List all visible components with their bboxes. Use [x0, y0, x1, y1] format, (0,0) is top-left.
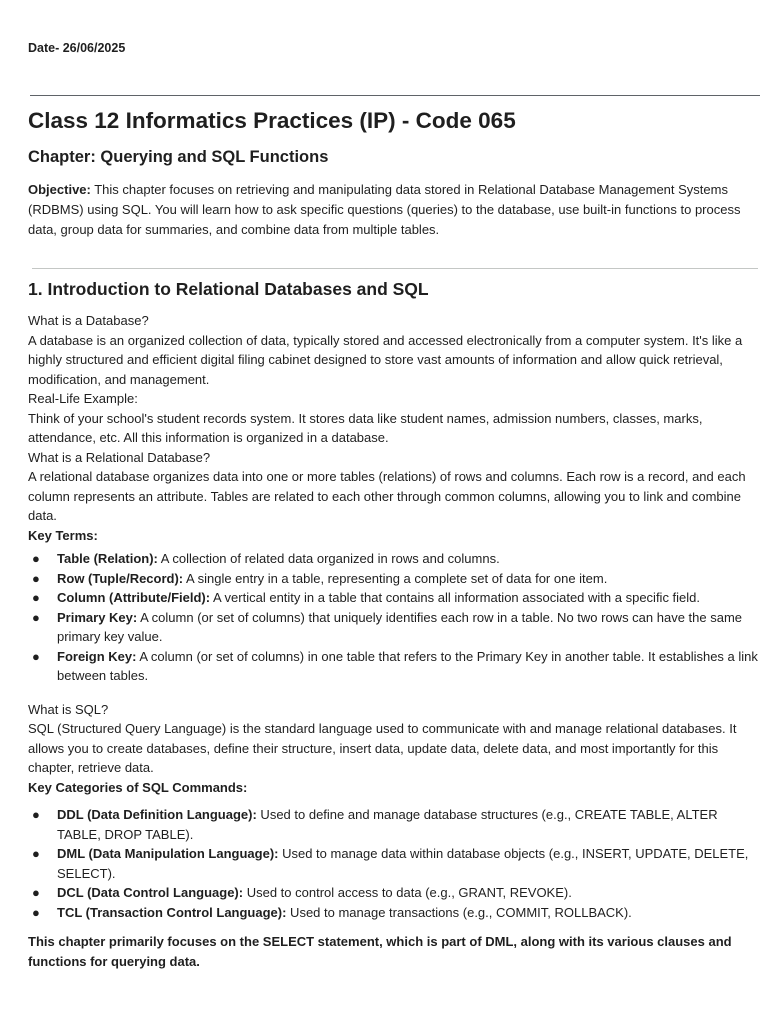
bullet-icon: ●: [32, 885, 40, 900]
closing-paragraph: This chapter primarily focuses on the SELECT statement, which is part of DML, along with its various clauses and functions for querying data.: [28, 934, 732, 969]
answer-database: A database is an organized collection of data, typically stored and accessed electronically from a computer system. It's like a highly structured and efficient digital filing cabinet designed to store vast amounts of information and allow quick retrieval, modification, and management.: [28, 332, 743, 387]
question-relational-database: What is a Relational Database?: [28, 449, 211, 465]
real-life-label: Real-Life Example:: [28, 391, 138, 406]
list-item: ● DDL (Data Definition Language): Used to define and manage database structures (e.g., CREATE TABLE, ALTER TABLE, DROP TABLE).: [32, 807, 718, 842]
section-heading: 1. Introduction to Relational Databases and SQL: [28, 279, 429, 299]
answer-sql: SQL (Structured Query Language) is the standard language used to communicate with and manage relational databases. It allows you to create databases, define their structure, insert data, update data, delete data, and most importantly for this chapter, retrieve data.: [28, 721, 737, 775]
header-divider: [30, 95, 760, 96]
section-body: [28, 311, 764, 971]
objective-text: This chapter focuses on retrieving and manipulating data stored in Relational Database Management Systems (RDBMS) using SQL. You will learn how to ask specific questions (queries) to the database, use built-in functions to process data, group data for summaries, and combine data from multiple tables.: [28, 182, 741, 237]
document-date: Date- 26/06/2025: [28, 41, 126, 55]
key-terms-label: Key Terms:: [28, 527, 98, 543]
list-item: ● DCL (Data Control Language): Used to control access to data (e.g., GRANT, REVOKE).: [28, 883, 764, 903]
list-item: ● DML (Data Manipulation Language): Used to manage data within database objects (e.g., INSERT, UPDATE, DELETE, SELECT).: [32, 846, 749, 881]
objective-paragraph: [28, 180, 758, 240]
bullet-icon: ●: [32, 846, 40, 861]
list-item: ● TCL (Transaction Control Language): Used to manage transactions (e.g., COMMIT, ROLLBACK).: [28, 903, 764, 923]
chapter-heading: Chapter: Querying and SQL Functions: [28, 148, 329, 166]
answer-relational-database: A relational database organizes data into one or more tables (relations) of rows and columns. Each row is a record, and each column represents an attribute. Tables are related to each other through common columns, allowing you to link and combine data.: [28, 469, 746, 523]
question-database: What is a Database?: [28, 313, 149, 328]
objective-label: Objective:: [28, 182, 91, 197]
bullet-icon: ●: [32, 551, 40, 566]
key-terms-list: [28, 549, 764, 686]
list-item: ● Primary Key: A column (or set of columns) that uniquely identifies each row in a table. No two rows can have the same primary key value.: [32, 609, 743, 644]
question-sql: What is SQL?: [28, 701, 109, 717]
bullet-icon: ●: [32, 904, 40, 920]
bullet-icon: ●: [32, 590, 40, 605]
bullet-icon: ●: [32, 570, 40, 586]
list-item: ● Table (Relation): A collection of related data organized in rows and columns.: [28, 549, 764, 569]
spacer: [28, 686, 764, 700]
list-item: ● Foreign Key: A column (or set of columns) in one table that refers to the Primary Key in another table. It establishes a link between tables.: [32, 648, 758, 683]
bullet-icon: ●: [32, 807, 40, 822]
bullet-icon: ●: [32, 648, 40, 664]
categories-label: Key Categories of SQL Commands:: [28, 779, 248, 795]
list-item: ● Column (Attribute/Field): A vertical entity in a table that contains all information associated with a specific field.: [28, 588, 764, 608]
list-item: ● Row (Tuple/Record): A single entry in a table, representing a complete set of data for one item.: [28, 569, 764, 589]
bullet-icon: ●: [32, 609, 40, 625]
real-life-text: Think of your school's student records system. It stores data like student names, admission numbers, classes, marks, attendance, etc. All this information is organized in a database.: [28, 410, 703, 445]
section-divider: [32, 268, 758, 269]
page-title: Class 12 Informatics Practices (IP) - Code 065: [28, 108, 516, 133]
sql-categories-list: [28, 805, 764, 922]
